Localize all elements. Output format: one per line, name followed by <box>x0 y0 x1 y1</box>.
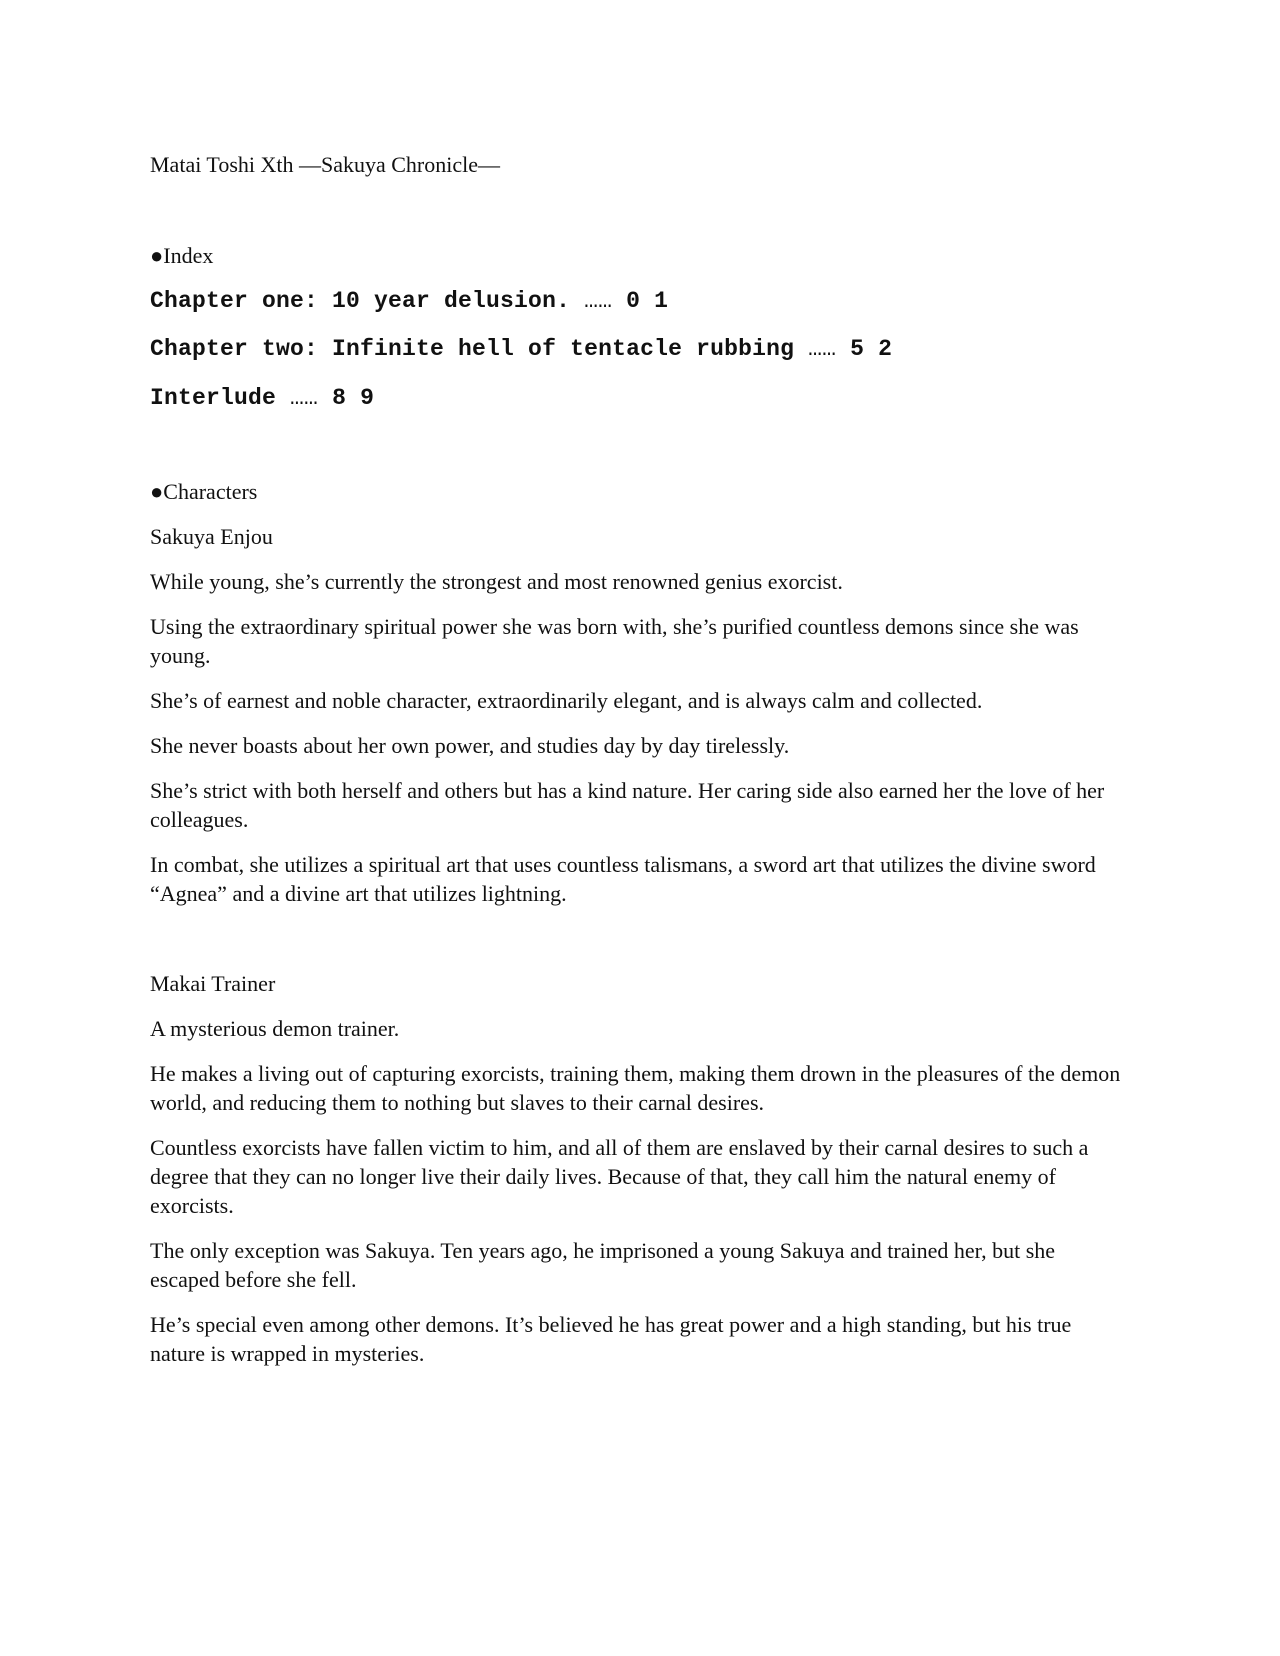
toc-entry-leader: …… <box>290 385 319 411</box>
toc-entry-leader: …… <box>808 336 837 362</box>
character-paragraph: The only exception was Sakuya. Ten years ago, he imprisoned a young Sakuya and trained her, but she escaped before she fell. <box>150 1238 1056 1292</box>
character-paragraph: She never boasts about her own power, and studies day by day tirelessly. <box>150 733 790 758</box>
character-name: Makai Trainer <box>150 971 276 996</box>
character-paragraph: A mysterious demon trainer. <box>150 1016 400 1041</box>
character-paragraph: In combat, she utilizes a spiritual art that uses countless talismans, a sword art that utilizes the divine sword “Agnea” and a divine art that utilizes lightning. <box>150 852 1096 906</box>
toc-entry-page: 8 9 <box>332 385 375 411</box>
character-paragraph: He’s special even among other demons. It’s believed he has great power and a high standing, but his true nature is wrapped in mysteries. <box>150 1312 1072 1366</box>
characters-heading: ●Characters <box>150 479 258 504</box>
character-paragraph: She’s strict with both herself and others but has a kind nature. Her caring side also earned her the love of her colleagues. <box>150 778 1105 832</box>
toc-entry-label: Chapter one: 10 year delusion. <box>150 288 571 314</box>
toc-entry-leader: …… <box>584 288 613 314</box>
toc-entry <box>150 286 668 316</box>
document-title: Matai Toshi Xth —Sakuya Chronicle— <box>150 152 501 177</box>
character-paragraph: She’s of earnest and noble character, extraordinarily elegant, and is always calm and collected. <box>150 688 983 713</box>
toc-entry-label: Interlude <box>150 385 277 411</box>
toc-entry-page: 0 1 <box>626 288 669 314</box>
toc-entry-label: Chapter two: Infinite hell of tentacle rubbing <box>150 336 795 362</box>
character-paragraph: He makes a living out of capturing exorcists, training them, making them drown in the pleasures of the demon world, and reducing them to nothing but slaves to their carnal desires. <box>150 1061 1121 1115</box>
index-heading: ●Index <box>150 243 214 268</box>
toc-entry-page: 5 2 <box>850 336 893 362</box>
character-paragraph: While young, she’s currently the strongest and most renowned genius exorcist. <box>150 569 843 594</box>
character-name: Sakuya Enjou <box>150 524 273 549</box>
toc-entry <box>150 383 374 413</box>
toc-entry <box>150 334 892 364</box>
character-paragraph: Countless exorcists have fallen victim to him, and all of them are enslaved by their carnal desires to such a degree that they can no longer live their daily lives. Because of that, they call him the natural enemy of exorcists. <box>150 1135 1089 1218</box>
character-paragraph: Using the extraordinary spiritual power she was born with, she’s purified countless demons since she was young. <box>150 614 1079 668</box>
